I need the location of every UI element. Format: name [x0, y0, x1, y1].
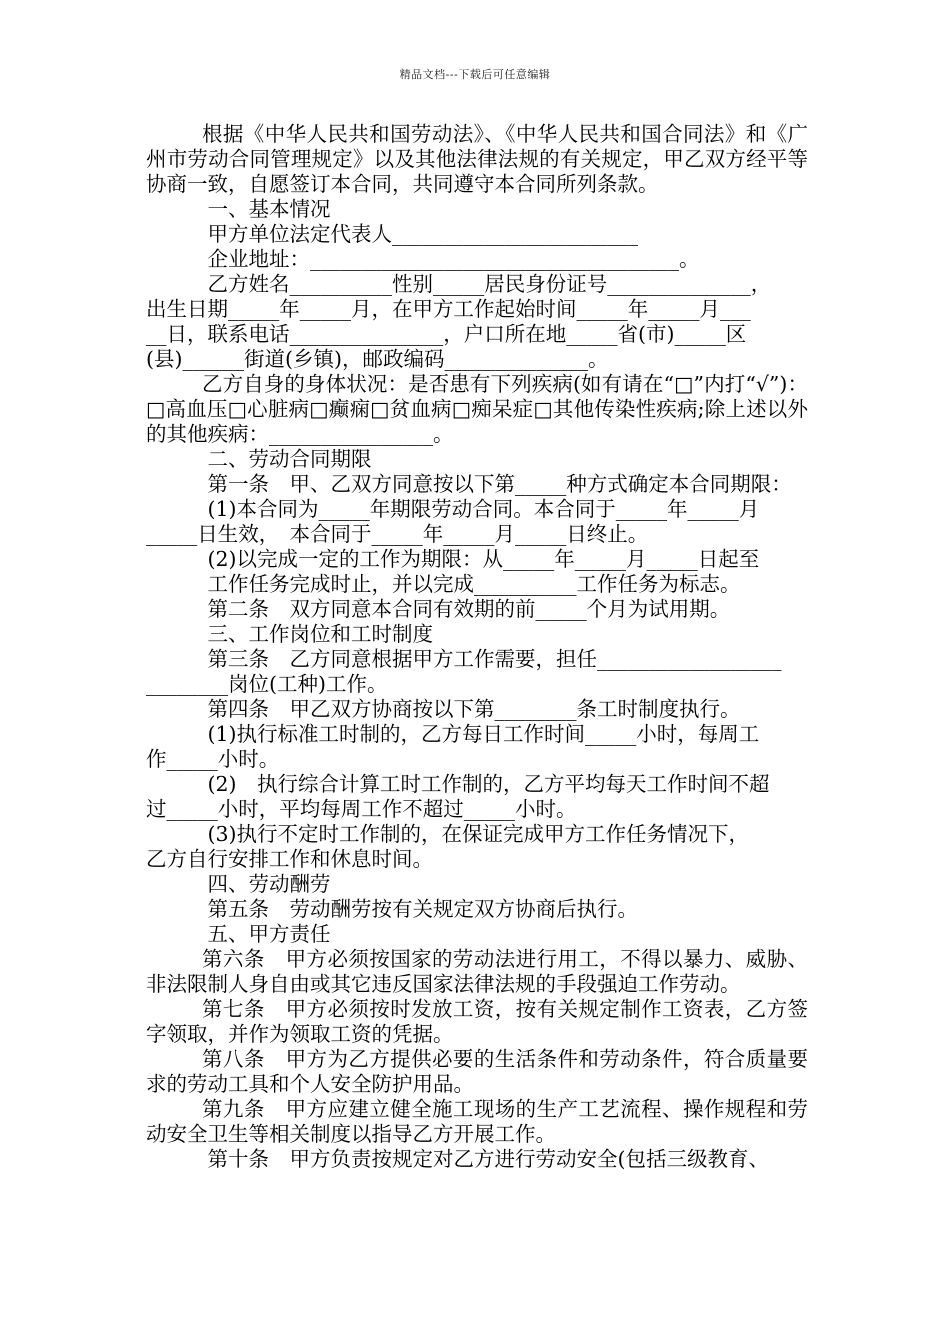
contract-paragraph: 企业地址：____________________________________。 — [146, 247, 700, 271]
contract-paragraph: (1)执行标准工时制的，乙方每日工作时间_____小时，每周工 — [146, 722, 760, 746]
contract-paragraph: 乙方自身的身体状况：是否患有下列疾病(如有请在“□”内打“√”)：□高血压□心脏病□癫痫□贫血病□痴呆症□其他传染性疾病;除上述以外的其他疾病：________________。 — [146, 372, 808, 446]
contract-paragraph: 一、基本情况 — [146, 197, 331, 221]
contract-paragraph: 乙方姓名__________性别_____居民身份证号______________， — [146, 272, 772, 296]
contract-paragraph: 四、劳动酬劳 — [146, 872, 331, 896]
contract-paragraph: 甲方单位法定代表人________________________ — [146, 222, 638, 246]
contract-paragraph: (2)以完成一定的工作为期限：从_____年_____月_____日起至 — [146, 547, 760, 571]
contract-paragraph: 第四条 甲乙双方协商按以下第________条工时制度执行。 — [146, 697, 741, 721]
contract-paragraph: (3)执行不定时工作制的，在保证完成甲方工作任务情况下， — [146, 822, 750, 846]
contract-paragraph: 五、甲方责任 — [146, 922, 331, 946]
contract-paragraph: 第六条 甲方必须按国家的劳动法进行用工，不得以暴力、威胁、非法限制人身自由或其它违反国家法律法规的手段强迫工作劳动。 — [146, 947, 808, 996]
contract-paragraph: 三、工作岗位和工时制度 — [146, 622, 433, 646]
contract-paragraph: 第二条 双方同意本合同有效期的前_____个月为试用期。 — [146, 597, 731, 621]
contract-paragraph: _____日生效， 本合同于_____年_____月_____日终止。 — [146, 522, 649, 546]
contract-paragraph: 二、劳动合同期限 — [146, 447, 372, 471]
contract-paragraph: 乙方自行安排工作和休息时间。 — [146, 847, 433, 871]
contract-paragraph: 工作任务完成时止，并以完成__________工作任务为标志。 — [146, 572, 741, 596]
contract-paragraph: 出生日期_____年_____月，在甲方工作起始时间_____年_____月___ — [146, 297, 751, 321]
contract-paragraph: 第八条 甲方为乙方提供必要的生活条件和劳动条件，符合质量要求的劳动工具和个人安全防护用品。 — [146, 1047, 808, 1096]
contract-paragraph: (县)______街道(乡镇)，邮政编码______________。 — [146, 347, 609, 371]
contract-paragraph: 第五条 劳动酬劳按有关规定双方协商后执行。 — [146, 897, 638, 921]
contract-paragraph: __日，联系电话_______________，户口所在地_____省(市)_____区 — [146, 322, 747, 346]
contract-paragraph: 第七条 甲方必须按时发放工资，按有关规定制作工资表，乙方签字领取，并作为领取工资的凭据。 — [146, 997, 808, 1046]
contract-paragraph: 根据《中华人民共和国劳动法》、《中华人民共和国合同法》和《广州市劳动合同管理规定》以及其他法律法规的有关规定，甲乙双方经平等协商一致，自愿签订本合同，共同遵守本合同所列条款。 — [146, 122, 808, 196]
contract-paragraph: (2) 执行综合计算工时工作制的，乙方平均每天工作时间不超 — [146, 772, 770, 796]
contract-paragraph: 第九条 甲方应建立健全施工现场的生产工艺流程、操作规程和劳动安全卫生等相关制度以指导乙方开展工作。 — [146, 1097, 808, 1146]
contract-paragraph: 过_____小时，平均每周工作不超过_____小时。 — [146, 797, 577, 821]
page-header: 精品文档---下载后可任意编辑 — [399, 68, 551, 81]
contract-paragraph: (1)本合同为_____年期限劳动合同。本合同于_____年_____月 — [146, 497, 760, 521]
contract-paragraph: 第十条 甲方负责按规定对乙方进行劳动安全(包括三级教育、 — [146, 1147, 769, 1171]
contract-paragraph: ________岗位(工种)工作。 — [146, 672, 388, 696]
contract-body — [146, 122, 808, 1172]
contract-paragraph: 作_____小时。 — [146, 747, 280, 771]
contract-paragraph: 第一条 甲、乙双方同意按以下第_____种方式确定本合同期限： — [146, 472, 792, 496]
contract-paragraph: 第三条 乙方同意根据甲方工作需要，担任__________________ — [146, 647, 782, 671]
